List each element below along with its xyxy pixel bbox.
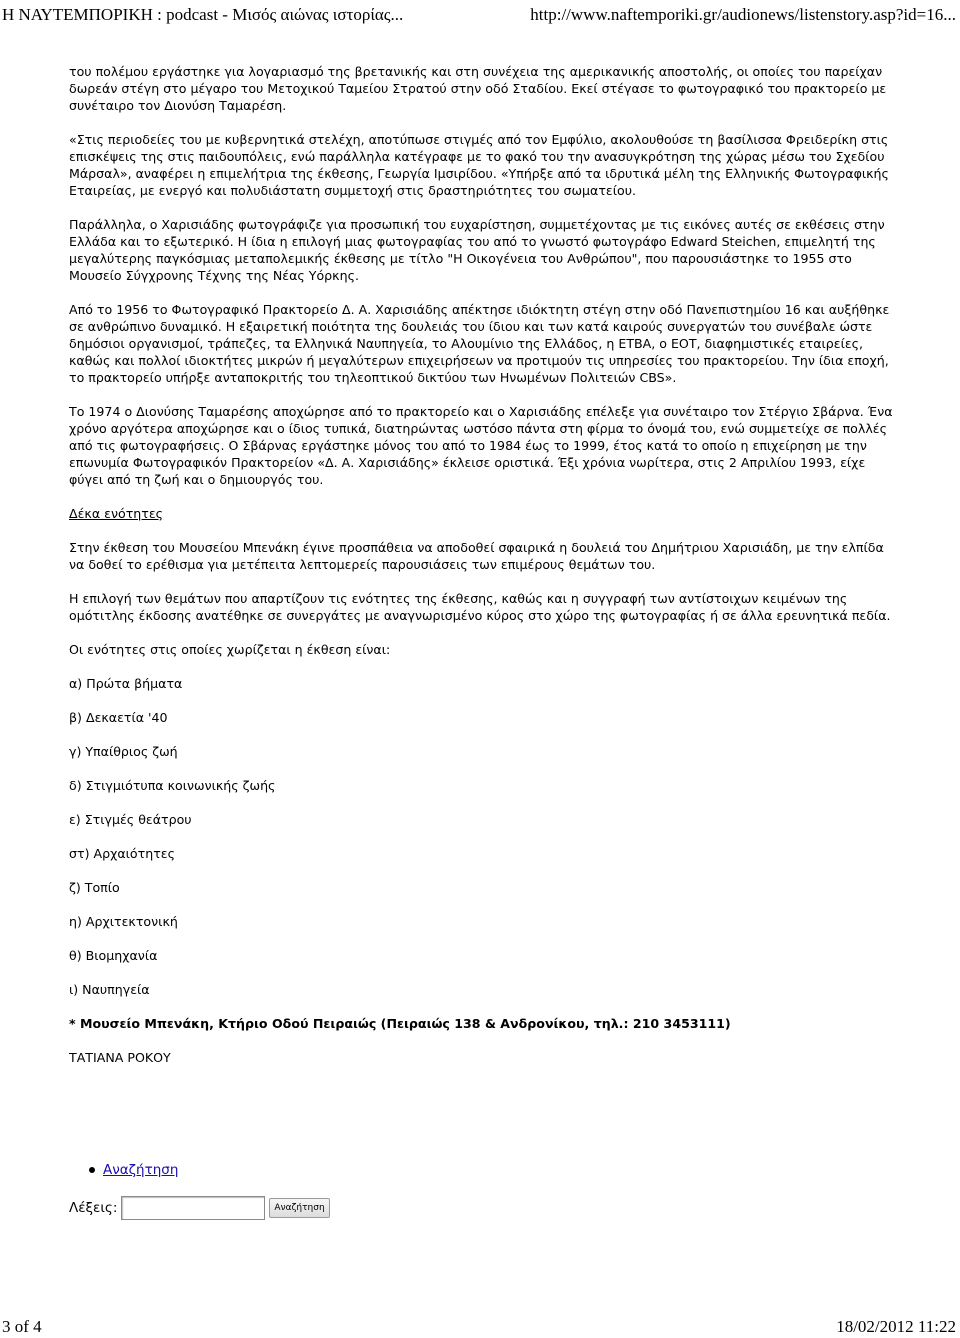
section-list-item: η) Αρχιτεκτονική (69, 914, 178, 929)
search-form (69, 1194, 469, 1222)
article-author: ΤΑΤΙΑΝΑ ΡΟΚΟΥ (69, 1050, 171, 1065)
print-footer (2, 1316, 956, 1338)
article-body (69, 63, 893, 1083)
section-list-item: θ) Βιομηχανία (69, 948, 158, 963)
article-paragraph: Οι ενότητες στις οποίες χωρίζεται η έκθεση είναι: (69, 642, 391, 657)
page-url: http://www.naftemporiki.gr/audionews/listenstory.asp?id=16... (530, 5, 956, 24)
search-label: Λέξεις: (69, 1200, 118, 1216)
search-link-row (89, 1160, 489, 1180)
section-list-item: α) Πρώτα βήματα (69, 676, 183, 691)
section-list-item: ι) Ναυπηγεία (69, 982, 150, 997)
article-paragraph: του πολέμου εργάστηκε για λογαριασμό της βρετανικής και στη συνέχεια της αμερικανικής αποστολής, οι οποίες του παρείχαν δωρεάν στέγη στο μέγαρο του Μετοχικού Ταμείου Στρατού στην οδό Σταδίου. Εκεί στέγασε το φωτογραφικό του πρακτορείο με συνέταιρο τον Διονύση Ταμαρέση. (69, 64, 887, 113)
page-title: Η ΝΑΥΤΕΜΠΟΡΙΚΗ : podcast - Μισός αιώνας ιστορίας... (2, 5, 404, 24)
search-area (69, 1160, 469, 1222)
section-list-item: στ) Αρχαιότητες (69, 846, 175, 861)
section-list-item: ε) Στιγμές θεάτρου (69, 812, 192, 827)
print-datetime: 18/02/2012 11:22 (836, 1317, 956, 1336)
search-link[interactable]: Αναζήτηση (103, 1162, 179, 1178)
section-list-item: δ) Στιγμιότυπα κοινωνικής ζωής (69, 778, 276, 793)
venue-note: * Μουσείο Μπενάκη, Κτήριο Οδού Πειραιώς (Πειραιώς 138 & Ανδρονίκου, τηλ.: 210 3453111) (69, 1016, 731, 1031)
search-button[interactable]: Αναζήτηση (269, 1198, 329, 1218)
search-input[interactable] (121, 1196, 265, 1220)
section-list-item: ζ) Τοπίο (69, 880, 120, 895)
section-heading: Δέκα ενότητες (69, 506, 164, 521)
article-paragraph: Το 1974 ο Διονύσης Ταμαρέσης αποχώρησε από το πρακτορείο και ο Χαρισιάδης επέλεξε για συνέταιρο τον Στέργιο Σβάρνα. Ένα χρόνο αργότερα αποχώρησε και ο ίδιος τυπικά, διατηρώντας ωστόσο πάντα στη φίρμα το όνομά του, ενώ συμμετείχε σε πολλές από τις φωτογραφήσεις. Ο Σβάρνας εργάστηκε μόνος του από το 1984 έως το 1999, έτος κατά το οποίο η επιχείρηση με την επωνυμία Φωτογραφικόν Πρακτορείον «Δ. Α. Χαρισιάδης» έκλεισε οριστικά. Έξι χρόνια νωρίτερα, στις 2 Απριλίου 1993, είχε φύγει από τη ζωή και ο δημιουργός του. (69, 404, 893, 487)
bullet-icon (89, 1167, 95, 1173)
article-paragraph: «Στις περιοδείες του με κυβερνητικά στελέχη, αποτύπωσε στιγμές από τον Εμφύλιο, ακολουθούσε τη βασίλισσα Φρειδερίκη στις επισκέψεις της στις παιδουπόλεις, ενώ παράλληλα κατέγραφε με το φακό του την ανασυγκρότηση της χώρας μέσω του Σχεδίου Μάρσαλ», αναφέρει η επιμελήτρια της έκθεσης, Γεωργία Ιμσιρίδου. «Υπήρξε από τα ιδρυτικά μέλη της Ελληνικής Φωτογραφικής Εταιρείας, με ενεργό και πολυδιάστατη συμμετοχή στις δραστηριότητες του σωματείου. (69, 132, 889, 198)
page-number: 3 of 4 (2, 1317, 42, 1336)
section-list-item: γ) Υπαίθριος ζωή (69, 744, 178, 759)
article-paragraph: Από το 1956 το Φωτογραφικό Πρακτορείο Δ. Α. Χαρισιάδης απέκτησε ιδιόκτητη στέγη στην οδό Πανεπιστημίου 16 και αυξήθηκε σε ανθρώπινο δυναμικό. Η εξαιρετική ποιότητα της δουλειάς του ίδιου και των κατά καιρούς συνεργατών του συνέβαλε ώστε δημόσιοι οργανισμοί, τράπεζες, τα Ελληνικά Ναυπηγεία, το Αλουμίνιο της Ελλάδος, η ΕΤΒΑ, ο ΕΟΤ, διαφημιστικές εταιρείες, καθώς και πολλοί ιδιοκτήτες μικρών ή μεγαλύτερων επιχειρήσεων να προτιμούν τις υπηρεσίες του πρακτορείου. Την ίδια εποχή, το πρακτορείο υπήρξε ανταποκριτής του τηλεοπτικού δικτύου των Ηνωμένων Πολιτειών CBS». (69, 302, 890, 385)
print-header (2, 4, 956, 28)
article-paragraph: Η επιλογή των θεμάτων που απαρτίζουν τις ενότητες της έκθεσης, καθώς και η συγγραφή των αντίστοιχων κειμένων της ομότιτλης έκδοσης ανατέθηκε σε συνεργάτες με αναγνωρισμένο κύρος στο χώρο της φωτογραφίας ή σε άλλα ερευνητικά πεδία. (69, 591, 891, 623)
article-paragraph: Στην έκθεση του Μουσείου Μπενάκη έγινε προσπάθεια να αποδοθεί σφαιρικά η δουλειά του Δημήτριου Χαρισιάδη, με την ελπίδα να δοθεί το ερέθισμα για μετέπειτα λεπτομερείς παρουσιάσεις των επιμέρους θεμάτων του. (69, 540, 884, 572)
article-paragraph: Παράλληλα, ο Χαρισιάδης φωτογράφιζε για προσωπική του ευχαρίστηση, συμμετέχοντας με τις εικόνες αυτές σε εκθέσεις στην Ελλάδα και το εξωτερικό. Η ίδια η επιλογή μιας φωτογραφίας του από το γνωστό φωτογράφο Edward Steichen, επιμελητή της μεγαλύτερης παγκόσμιας μεταπολεμικής έκθεσης με τίτλο "Η Οικογένεια του Ανθρώπου", που παρουσιάστηκε το 1955 στο Μουσείο Σύγχρονης Τέχνης της Νέας Υόρκης. (69, 217, 885, 283)
section-list-item: β) Δεκαετία '40 (69, 710, 168, 725)
